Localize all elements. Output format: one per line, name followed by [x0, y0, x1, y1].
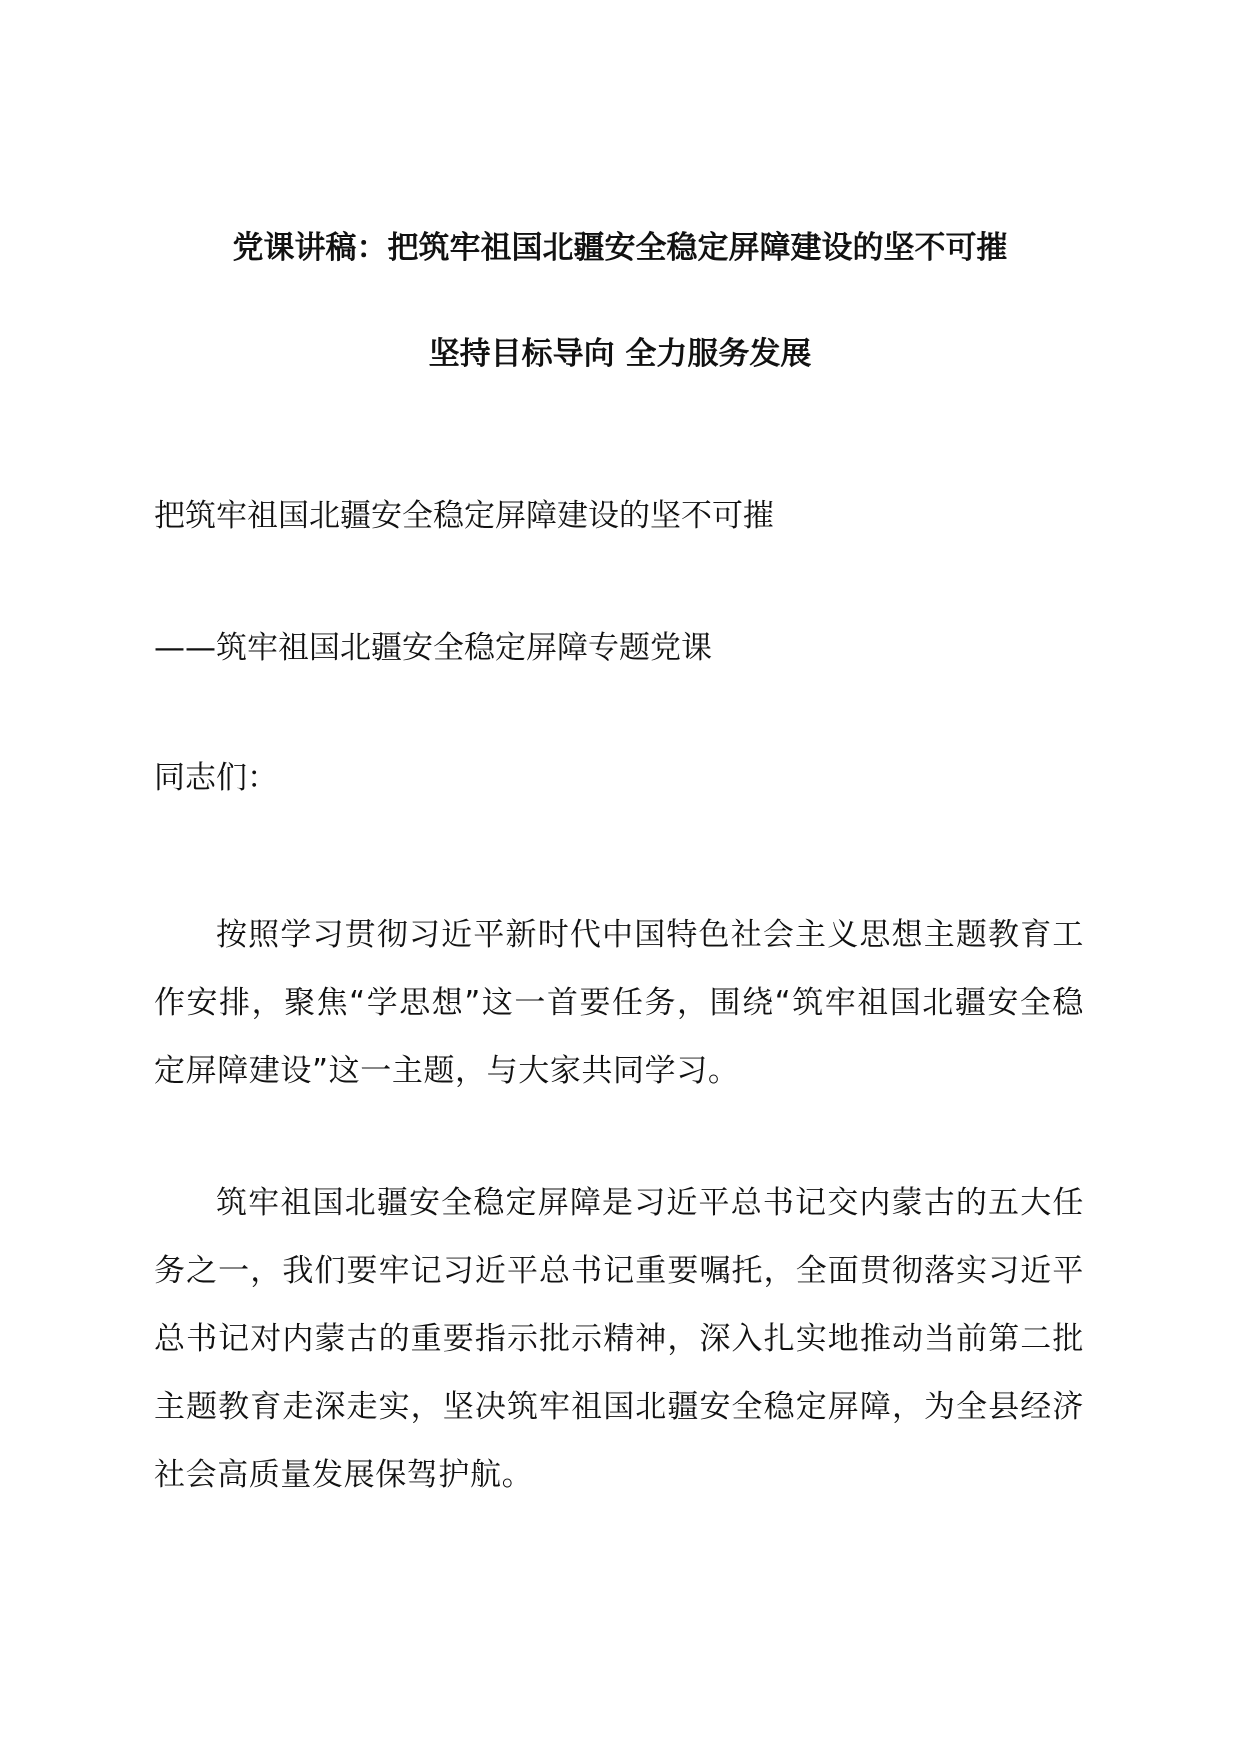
- body-heading: 把筑牢祖国北疆安全稳定屏障建设的坚不可摧: [154, 498, 774, 534]
- document-title: 党课讲稿：把筑牢祖国北疆安全稳定屏障建设的坚不可摧: [232, 230, 1008, 266]
- body-paragraph-1: 按照学习贯彻习近平新时代中国特色社会主义思想主题教育工作安排，聚焦“学思想”这一首要任务，围绕“筑牢祖国北疆安全稳定屏障建设”这一主题，与大家共同学习。: [154, 917, 1084, 1089]
- greeting: 同志们：: [154, 760, 278, 796]
- document-subtitle: 坚持目标导向 全力服务发展: [428, 336, 812, 372]
- body-paragraph-2: 筑牢祖国北疆安全稳定屏障是习近平总书记交内蒙古的五大任务之一，我们要牢记习近平总书记重要嘱托，全面贯彻落实习近平总书记对内蒙古的重要指示批示精神，深入扎实地推动当前第二批主题教育走深走实，坚决筑牢祖国北疆安全稳定屏障，为全县经济社会高质量发展保驾护航。: [154, 1185, 1084, 1493]
- body-subheading: ——筑牢祖国北疆安全稳定屏障专题党课: [154, 630, 712, 666]
